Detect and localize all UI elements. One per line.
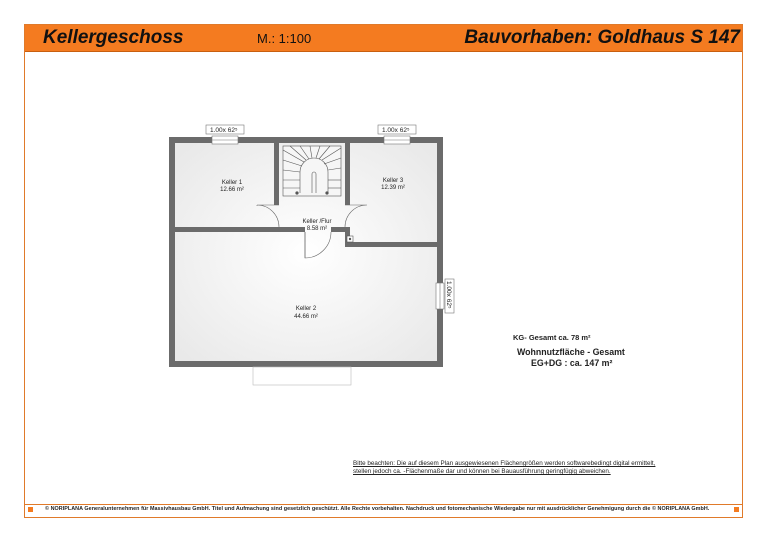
room-name-flur: Keller /Flur	[302, 219, 332, 225]
room-area-keller2: 44.66 m²	[294, 314, 318, 320]
area-notice	[353, 460, 655, 476]
copyright-text: © NORIPLANA Generalunternehmen für Massivhausbau GmbH. Titel und Aufmachung sind gesetzlich geschützt. Alle Rechte vorbehalten. Nachdruck und fotomechanische Wiedergabe nur mit ausdrücklicher Genehmigung durch die © NORIPLANA GmbH.	[45, 506, 710, 512]
room-area-keller3: 12.39 m²	[381, 185, 405, 191]
kg-total: KG- Gesamt ca. 78 m²	[513, 333, 591, 342]
floor-title: Kellergeschoss	[43, 27, 184, 48]
window-dimension-keller2: 1.00x 62⁵	[445, 281, 452, 309]
scale-label: M.: 1:100	[257, 31, 312, 46]
floor-drain-dot	[349, 238, 351, 240]
room-area-keller1: 12.66 m²	[220, 187, 244, 193]
room-name-keller2: Keller 2	[295, 306, 317, 312]
project-title: Bauvorhaben: Goldhaus S 147	[464, 27, 740, 48]
staircase	[283, 146, 341, 196]
notice-line-1: Bitte beachten: Die auf diesem Plan ausgewiesenen Flächengrößen werden softwarebedingt digital ermittelt,	[353, 460, 656, 467]
room-area-flur: 8.58 m²	[306, 226, 328, 232]
living-area-title: Wohnnutzfläche - Gesamt	[517, 347, 625, 357]
notice-line-2: stellen jedoch ca. -Flächenmaße dar und können bei Bauausführung geringfügig abweichen.	[353, 468, 611, 475]
window-dimension-keller3: 1.00x 62⁵	[382, 127, 410, 134]
room-name-keller3: Keller 3	[382, 178, 404, 184]
living-area-value: EG+DG : ca. 147 m²	[531, 358, 613, 368]
room-name-keller1: Keller 1	[221, 180, 243, 186]
window-dimension-keller1: 1.00x 62⁵	[210, 127, 238, 134]
